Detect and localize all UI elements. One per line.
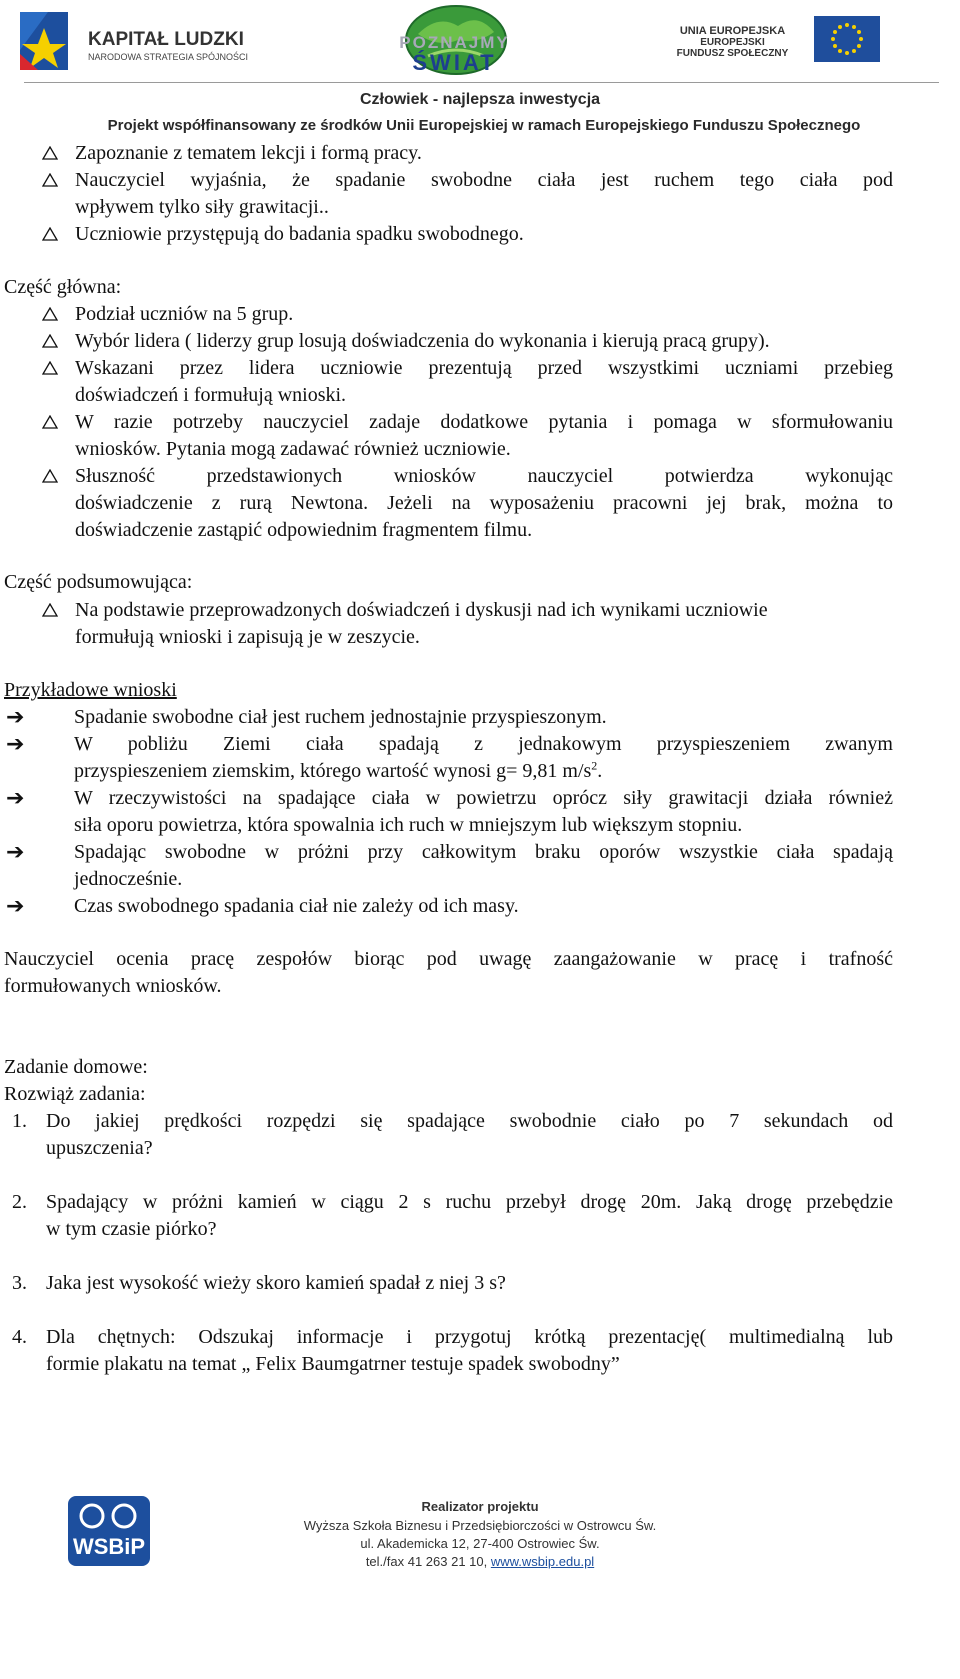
main-bullet-2: Wybór lidera ( liderzy grup losują doświadczenia do wykonania i kierują pracą grupy). [75, 330, 770, 352]
main-bullet-4-line-1: W razie potrzeby nauczyciel zadaje dodatkowe pytania i pomaga w sformułowaniu [75, 411, 893, 433]
homework-heading: Zadanie domowe: [4, 1056, 148, 1078]
conclusion-3-line-2: siła oporu powietrza, która spowalnia ich ruch w mniejszym lub większym stopniu. [74, 814, 743, 836]
eu-line-3: FUNDUSZ SPOŁECZNY [676, 48, 789, 59]
task-number: 1. [12, 1110, 27, 1132]
main-bullet-5-line-1: Słuszność przedstawionych wniosków nauczyciel potwierdza wykonując [75, 465, 893, 487]
task-1-line-1: Do jakiej prędkości rozpędzi się spadające swobodnie ciało po 7 sekundach od [46, 1110, 893, 1132]
conclusion-3-line-1: W rzeczywistości na spadające ciała w powietrzu oprócz siły grawitacji działa również [74, 787, 893, 809]
kapital-ludzki-logo [18, 10, 70, 72]
footer-title: Realizator projektu [421, 1499, 539, 1514]
main-heading: Część główna: [4, 276, 122, 298]
task-number: 3. [12, 1272, 27, 1294]
funding-note: Projekt współfinansowany ze środków Unii Europejskiej w ramach Europejskiego Funduszu Społecznego [107, 117, 861, 134]
arrow-right-icon: ➔ [6, 786, 25, 811]
conclusion-2-line-2 [74, 757, 602, 786]
conclusion-2-text: przyspieszeniem ziemskim, którego wartość wynosi g= 9,81 m/s [74, 760, 592, 782]
logo-text: WSBiP [72, 1534, 146, 1559]
arrow-right-icon: ➔ [6, 705, 25, 730]
main-bullet-5-line-2: doświadczenie z rurą Newtona. Jeżeli na wyposażeniu pracowni jej brak, można to [75, 492, 893, 514]
swiat-text: ŚWIAT [412, 50, 497, 75]
tagline: Człowiek - najlepsza inwestycja [359, 91, 601, 108]
intro-bullet-2-line-2: wpływem tylko siły grawitacji.. [75, 196, 329, 218]
footer-phone: tel./fax 41 263 21 10, [365, 1554, 491, 1569]
assessment-line-2: formułowanych wniosków. [4, 975, 222, 997]
conclusion-4-line-2: jednocześnie. [74, 868, 183, 890]
bullet-icon [42, 173, 58, 187]
bullet-icon [42, 146, 58, 160]
task-number: 4. [12, 1326, 27, 1348]
summary-bullet-line-2: formułują wnioski i zapisują je w zeszycie. [75, 626, 420, 648]
footer-line-3 [300, 1553, 660, 1571]
footer-line-2: ul. Akademicka 12, 27-400 Ostrowiec Św. [360, 1536, 600, 1551]
conclusions-heading: Przykładowe wnioski [4, 679, 177, 701]
bullet-icon [42, 469, 58, 483]
task-4-line-1: Dla chętnych: Odszukaj informacje i przygotuj krótką prezentację( multimedialną lub [46, 1326, 893, 1348]
conclusion-5: Czas swobodnego spadania ciał nie zależy od ich masy. [74, 895, 519, 917]
task-2-line-2: w tym czasie piórko? [46, 1218, 217, 1240]
intro-bullet-3: Uczniowie przystępują do badania spadku swobodnego. [75, 223, 524, 245]
bullet-icon [42, 307, 58, 321]
arrow-right-icon: ➔ [6, 732, 25, 757]
bullet-icon [42, 334, 58, 348]
bullet-icon [42, 361, 58, 375]
homework-subheading: Rozwiąż zadania: [4, 1083, 146, 1105]
superscript: 2 [591, 758, 598, 773]
bullet-icon [42, 227, 58, 241]
bullet-icon [42, 415, 58, 429]
intro-bullet-2-line-1: Nauczyciel wyjaśnia, że spadanie swobodne ciała jest ruchem tego ciała pod [75, 169, 893, 191]
eu-line-2: EUROPEJSKI [700, 37, 765, 48]
kapital-ludzki-title: KAPITAŁ LUDZKI [88, 29, 244, 50]
website-link[interactable]: www.wsbip.edu.pl [490, 1554, 595, 1569]
task-1-line-2: upuszczenia? [46, 1137, 153, 1159]
main-bullet-1: Podział uczniów na 5 grup. [75, 303, 294, 325]
task-number: 2. [12, 1191, 27, 1213]
main-bullet-3-line-1: Wskazani przez lidera uczniowie prezentują przed wszystkimi uczniami przebieg [75, 357, 893, 379]
bullet-icon [42, 603, 58, 617]
main-bullet-3-line-2: doświadczeń i formułują wnioski. [75, 384, 347, 406]
header-divider [24, 82, 939, 83]
eu-line-1: UNIA EUROPEJSKA [679, 25, 786, 37]
conclusion-1: Spadanie swobodne ciał jest ruchem jednostajnie przyspieszonym. [74, 706, 607, 728]
wsbip-logo [68, 1496, 150, 1566]
assessment-line-1: Nauczyciel ocenia pracę zespołów biorąc pod uwagę zaangażowanie w pracę i trafność [4, 948, 893, 970]
summary-heading: Część podsumowująca: [4, 571, 193, 593]
footer-line-1: Wyższa Szkoła Biznesu i Przedsiębiorczości w Ostrowcu Św. [303, 1518, 657, 1533]
main-bullet-4-line-2: wniosków. Pytania mogą zadawać również uczniowie. [75, 438, 511, 460]
eu-flag-icon [814, 16, 880, 62]
intro-bullet-1: Zapoznanie z tematem lekcji i formą pracy. [75, 142, 422, 164]
conclusion-2-line-1: W pobliżu Ziemi ciała spadają z jednakowym przyspieszeniem zwanym [74, 733, 893, 755]
conclusion-4-line-1: Spadając swobodne w próżni przy całkowitym braku oporów wszystkie ciała spadają [74, 841, 893, 863]
kapital-ludzki-subtitle: NARODOWA STRATEGIA SPÓJNOŚCI [88, 52, 249, 62]
task-4-line-2: formie plakatu na temat „ Felix Baumgatrner testuje spadek swobodny” [46, 1353, 620, 1375]
trailing-period: . [597, 760, 603, 782]
summary-bullet-line-1: Na podstawie przeprowadzonych doświadczeń i dyskusji nad ich wynikami uczniowie [75, 599, 768, 621]
arrow-right-icon: ➔ [6, 840, 25, 865]
poznajmy-text: POZNAJMY [399, 33, 510, 52]
task-3-line-1: Jaka jest wysokość wieży skoro kamień spadał z niej 3 s? [46, 1272, 506, 1294]
arrow-right-icon: ➔ [6, 894, 25, 919]
main-bullet-5-line-3: doświadczenie zastąpić odpowiednim fragmentem filmu. [75, 519, 533, 541]
task-2-line-1: Spadający w próżni kamień w ciągu 2 s ruchu przebył drogę 20m. Jaką drogę przebędzie [46, 1191, 893, 1213]
